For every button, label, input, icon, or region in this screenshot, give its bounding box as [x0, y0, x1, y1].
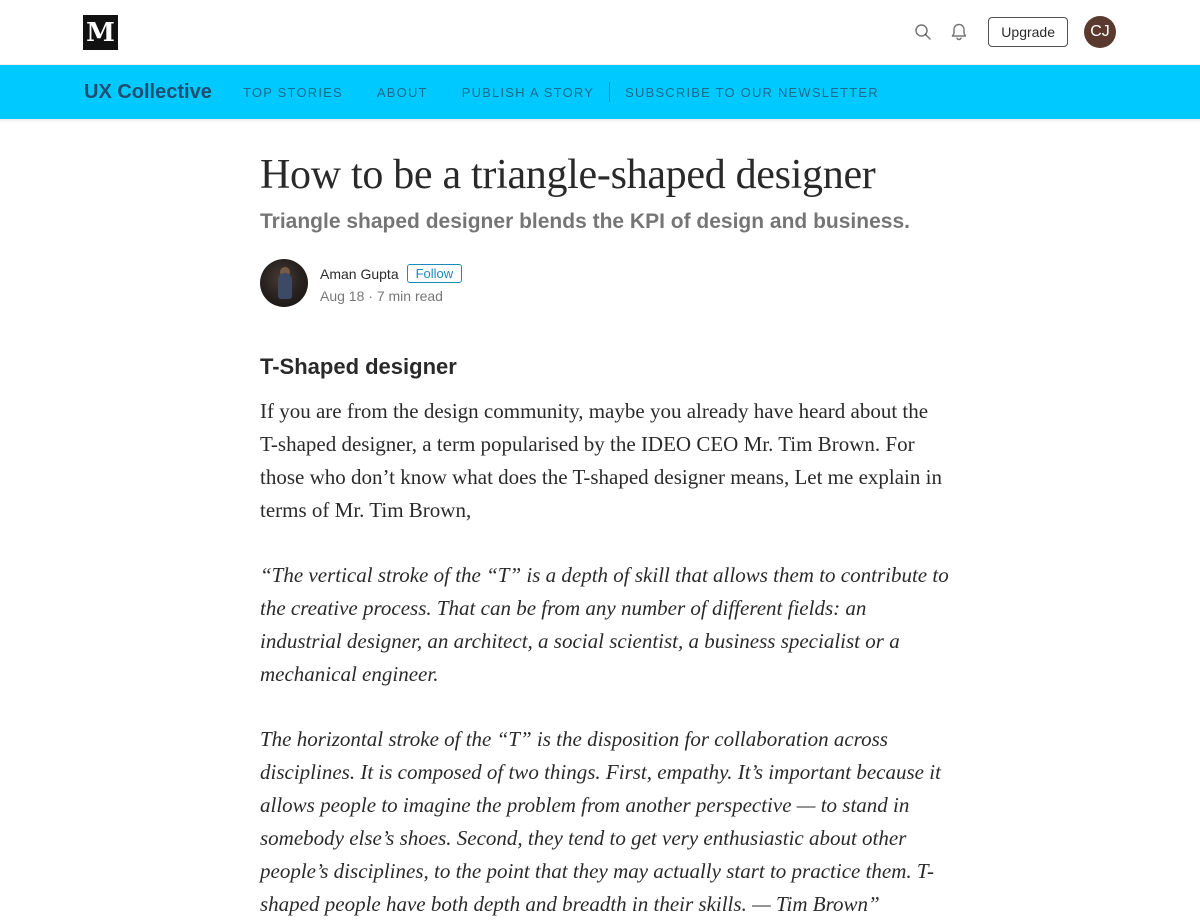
article-title: How to be a triangle-shaped designer [260, 152, 876, 198]
upgrade-button[interactable]: Upgrade [988, 17, 1068, 47]
section-heading: T-Shaped designer [260, 354, 457, 379]
paragraph-intro: If you are from the design community, maybe you already have heard about the T-shaped designer, a term popularised by the IDEO CEO Mr. Tim Brown. For those who don’t know what does the T-shaped designer means, Let me explain in terms of Mr. Tim Brown, [260, 399, 942, 522]
author-row [320, 263, 462, 285]
follow-button[interactable]: Follow [407, 264, 463, 283]
article-subtitle: Triangle shaped designer blends the KPI of design and business. [260, 210, 910, 233]
author-avatar-body-shape [278, 273, 292, 299]
medium-logo[interactable]: M [83, 15, 118, 50]
publication-nav [243, 65, 913, 119]
nav-subscribe-newsletter[interactable]: SUBSCRIBE TO OUR NEWSLETTER [625, 84, 879, 100]
article [260, 119, 950, 921]
author-name[interactable]: Aman Gupta [320, 265, 399, 282]
publication-name[interactable]: UX Collective [84, 80, 212, 103]
nav-about[interactable]: ABOUT [376, 84, 428, 100]
user-avatar[interactable]: CJ [1084, 16, 1116, 48]
bell-icon[interactable] [947, 20, 971, 44]
author-avatar[interactable] [260, 259, 308, 307]
byline-text [320, 263, 462, 304]
nav-top-stories[interactable]: TOP STORIES [243, 84, 343, 100]
article-meta: Aug 18 · 7 min read [320, 287, 443, 304]
byline [260, 259, 950, 307]
nav-divider [609, 82, 610, 102]
paragraph-quote-1: “The vertical stroke of the “T” is a depth of skill that allows them to contribute to the creative process. That can be from any number of different fields: an industrial designer, an architect, a social scientist, a business specialist or a mechanical engineer. [260, 563, 949, 686]
search-icon[interactable] [911, 20, 935, 44]
top-navigation-bar [0, 0, 1200, 65]
paragraph-quote-2: The horizontal stroke of the “T” is the disposition for collaboration across disciplines. It is composed of two things. First, empathy. It’s important because it allows people to imagine the problem from another perspective — to stand in somebody else’s shoes. Second, they tend to get very enthusiastic about other people’s disciplines, to the point that they may actually start to practice them. T-shaped people have both depth and breadth in their skills. — Tim Brown” [260, 727, 941, 916]
publication-bar [0, 65, 1200, 119]
top-actions [911, 16, 1116, 48]
nav-publish-a-story[interactable]: PUBLISH A STORY [461, 84, 595, 100]
